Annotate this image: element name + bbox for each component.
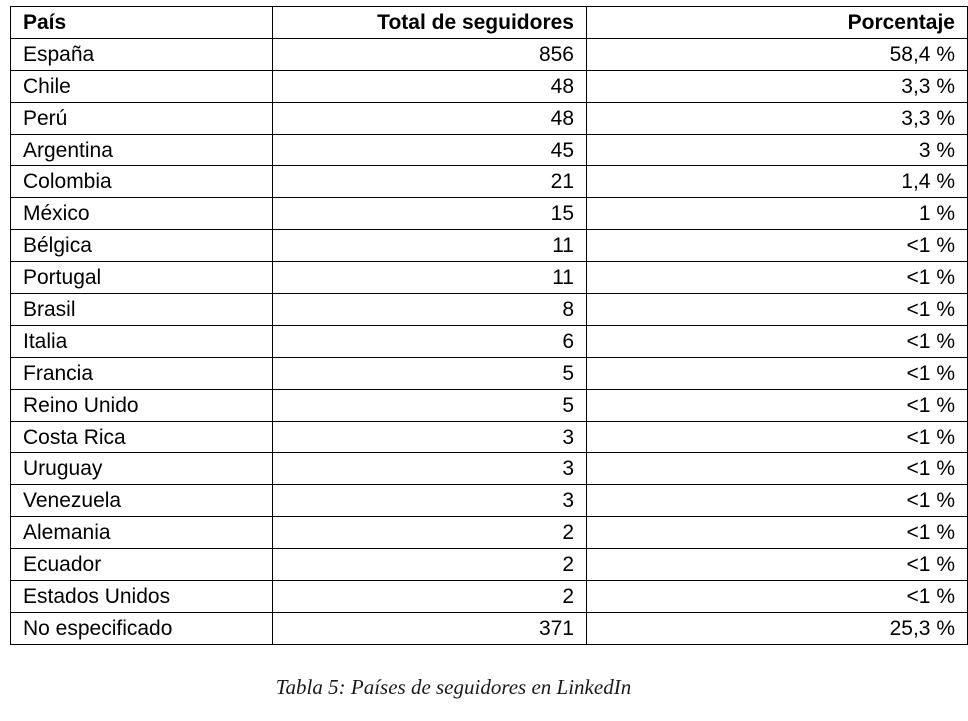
cell-country: Costa Rica — [11, 421, 273, 453]
cell-total-followers: 2 — [273, 581, 587, 613]
header-total-followers: Total de seguidores — [273, 7, 587, 39]
cell-country: Uruguay — [11, 453, 273, 485]
cell-total-followers: 48 — [273, 102, 587, 134]
cell-total-followers: 2 — [273, 517, 587, 549]
table-row — [11, 517, 968, 549]
table-row — [11, 294, 968, 326]
table-row — [11, 198, 968, 230]
table-row — [11, 230, 968, 262]
cell-percentage: <1 % — [587, 485, 968, 517]
cell-country: España — [11, 38, 273, 70]
cell-total-followers: 21 — [273, 166, 587, 198]
table-row — [11, 357, 968, 389]
cell-total-followers: 5 — [273, 357, 587, 389]
cell-percentage: <1 % — [587, 357, 968, 389]
cell-country: Chile — [11, 70, 273, 102]
cell-total-followers: 11 — [273, 262, 587, 294]
header-country: País — [11, 7, 273, 39]
cell-country: Estados Unidos — [11, 581, 273, 613]
cell-total-followers: 15 — [273, 198, 587, 230]
cell-total-followers: 3 — [273, 421, 587, 453]
cell-percentage: 3,3 % — [587, 70, 968, 102]
cell-percentage: <1 % — [587, 453, 968, 485]
cell-country: Venezuela — [11, 485, 273, 517]
table-row — [11, 389, 968, 421]
cell-percentage: 3,3 % — [587, 102, 968, 134]
table-row — [11, 70, 968, 102]
table-row — [11, 262, 968, 294]
table-row — [11, 325, 968, 357]
cell-percentage: 1 % — [587, 198, 968, 230]
table-row — [11, 453, 968, 485]
cell-country: Alemania — [11, 517, 273, 549]
cell-percentage: <1 % — [587, 517, 968, 549]
cell-country: No especificado — [11, 612, 273, 644]
cell-total-followers: 5 — [273, 389, 587, 421]
cell-country: Italia — [11, 325, 273, 357]
cell-total-followers: 3 — [273, 453, 587, 485]
cell-country: Brasil — [11, 294, 273, 326]
table-row — [11, 102, 968, 134]
cell-country: Colombia — [11, 166, 273, 198]
cell-percentage: <1 % — [587, 262, 968, 294]
cell-country: Perú — [11, 102, 273, 134]
cell-country: Bélgica — [11, 230, 273, 262]
table-row — [11, 38, 968, 70]
cell-country: Argentina — [11, 134, 273, 166]
cell-percentage: 25,3 % — [587, 612, 968, 644]
table-row — [11, 549, 968, 581]
cell-percentage: <1 % — [587, 325, 968, 357]
table-caption: Tabla 5: Países de seguidores en LinkedIn — [275, 675, 632, 699]
cell-total-followers: 45 — [273, 134, 587, 166]
header-percentage: Porcentaje — [587, 7, 968, 39]
followers-table — [10, 6, 968, 645]
cell-percentage: <1 % — [587, 549, 968, 581]
cell-total-followers: 6 — [273, 325, 587, 357]
table-row — [11, 166, 968, 198]
table-row — [11, 612, 968, 644]
cell-country: Reino Unido — [11, 389, 273, 421]
cell-percentage: 3 % — [587, 134, 968, 166]
cell-total-followers: 48 — [273, 70, 587, 102]
cell-country: Francia — [11, 357, 273, 389]
cell-percentage: <1 % — [587, 581, 968, 613]
cell-total-followers: 2 — [273, 549, 587, 581]
cell-country: Portugal — [11, 262, 273, 294]
cell-percentage: <1 % — [587, 294, 968, 326]
cell-percentage: <1 % — [587, 389, 968, 421]
table-row — [11, 581, 968, 613]
cell-total-followers: 11 — [273, 230, 587, 262]
cell-percentage: 1,4 % — [587, 166, 968, 198]
table-row — [11, 485, 968, 517]
table-row — [11, 134, 968, 166]
table-body — [11, 38, 968, 644]
cell-total-followers: 856 — [273, 38, 587, 70]
cell-country: Ecuador — [11, 549, 273, 581]
table-row — [11, 421, 968, 453]
cell-percentage: 58,4 % — [587, 38, 968, 70]
cell-percentage: <1 % — [587, 230, 968, 262]
cell-country: México — [11, 198, 273, 230]
cell-total-followers: 8 — [273, 294, 587, 326]
cell-percentage: <1 % — [587, 421, 968, 453]
cell-total-followers: 3 — [273, 485, 587, 517]
table-header-row — [11, 7, 968, 39]
cell-total-followers: 371 — [273, 612, 587, 644]
